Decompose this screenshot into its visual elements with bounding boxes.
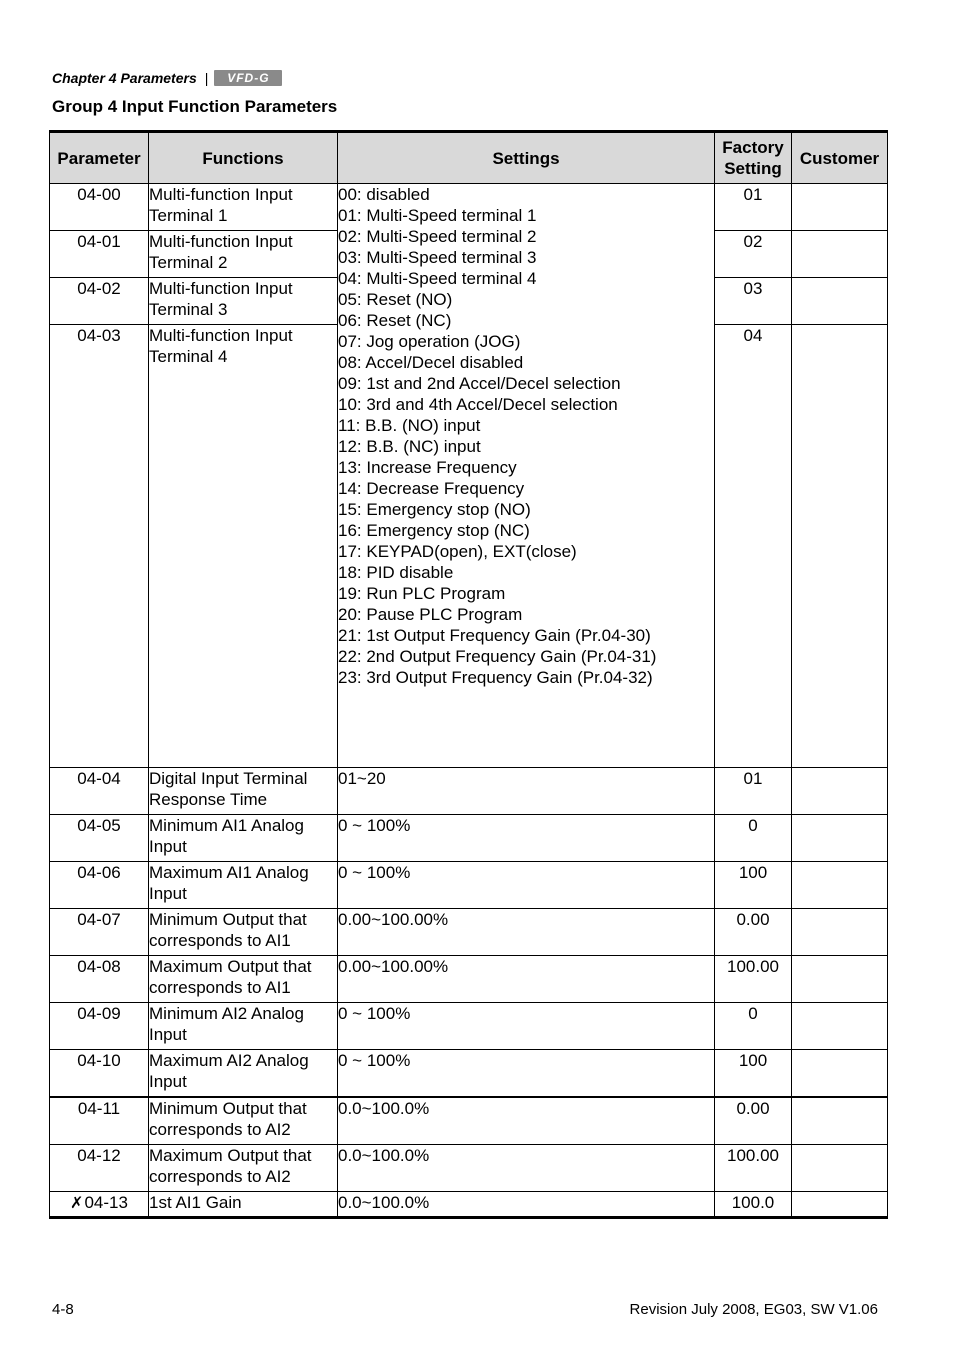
setting-option: 18: PID disable [338,563,454,582]
table-row [50,1097,888,1145]
customer-cell [792,325,888,768]
settings-cell: 0 ~ 100% [338,815,715,862]
function-line-1: Maximum Output that [149,957,312,976]
function-line-1: Maximum AI1 Analog [149,863,309,882]
function-cell [149,278,338,325]
setting-option: 22: 2nd Output Frequency Gain (Pr.04-31) [338,647,657,666]
factory-setting-cell: 0.00 [715,1097,792,1145]
settings-cell: 0.00~100.00% [338,909,715,956]
factory-setting-cell: 0 [715,815,792,862]
parameter-code: 04-04 [77,769,121,788]
function-line-1: Minimum Output that [149,1099,307,1118]
table-row [50,1003,888,1050]
factory-setting-cell: 0 [715,1003,792,1050]
function-line-1: Multi-function Input [149,326,293,345]
customer-cell [792,1003,888,1050]
factory-setting-cell: 100.0 [715,1192,792,1218]
parameter-table [49,130,888,1219]
function-cell [149,768,338,815]
factory-setting-cell: 100 [715,862,792,909]
setting-option: 12: B.B. (NC) input [338,437,481,456]
setting-option: 21: 1st Output Frequency Gain (Pr.04-30) [338,626,651,645]
function-line-1: Minimum AI1 Analog [149,816,304,835]
setting-option: 04: Multi-Speed terminal 4 [338,269,537,288]
customer-cell [792,231,888,278]
function-line-2: Input [149,884,187,903]
customer-cell [792,862,888,909]
function-line-2: Terminal 4 [149,347,228,366]
function-cell [149,956,338,1003]
page-number: 4-8 [52,1301,74,1318]
function-line-1: 1st AI1 Gain [149,1193,242,1212]
function-cell [149,325,338,768]
parameter-cell [50,956,149,1003]
settings-cell: 0 ~ 100% [338,1050,715,1098]
function-line-2: corresponds to AI1 [149,931,291,950]
parameter-code: 04-07 [77,910,121,929]
customer-cell [792,278,888,325]
table-row [50,1145,888,1192]
setting-option: 03: Multi-Speed terminal 3 [338,248,537,267]
customer-cell [792,1050,888,1098]
function-cell [149,1097,338,1145]
function-line-1: Multi-function Input [149,185,293,204]
function-line-1: Maximum AI2 Analog [149,1051,309,1070]
factory-setting-cell: 01 [715,184,792,231]
function-cell [149,1145,338,1192]
function-line-1: Minimum Output that [149,910,307,929]
settings-cell: 01~20 [338,768,715,815]
function-line-2: corresponds to AI2 [149,1167,291,1186]
parameter-cell [50,1145,149,1192]
setting-option: 19: Run PLC Program [338,584,506,603]
parameter-cell [50,278,149,325]
header-factory-setting [715,132,792,184]
header-factory-line1: Factory [722,138,784,157]
setting-option: 06: Reset (NC) [338,311,452,330]
parameter-cell [50,909,149,956]
setting-option: 20: Pause PLC Program [338,605,523,624]
function-line-2: Input [149,1072,187,1091]
factory-setting-cell: 0.00 [715,909,792,956]
parameter-code: 04-11 [77,1099,121,1118]
function-line-1: Multi-function Input [149,232,293,251]
setting-option: 16: Emergency stop (NC) [338,521,530,540]
function-line-1: Multi-function Input [149,279,293,298]
parameter-code: 04-02 [77,279,121,298]
function-line-2: Terminal 3 [149,300,228,319]
parameter-code: 04-13 [84,1193,128,1212]
parameter-cell [50,1097,149,1145]
chapter-title: Chapter 4 Parameters [52,70,197,86]
parameter-code: 04-05 [77,816,121,835]
settings-cell: 0 ~ 100% [338,862,715,909]
setting-option: 01: Multi-Speed terminal 1 [338,206,537,225]
function-cell [149,1003,338,1050]
setting-option: 05: Reset (NO) [338,290,453,309]
setting-option: 07: Jog operation (JOG) [338,332,521,351]
parameter-code: 04-10 [77,1051,121,1070]
parameter-code: 04-08 [77,957,121,976]
function-cell [149,815,338,862]
function-cell [149,862,338,909]
function-cell [149,184,338,231]
parameter-cell [50,1050,149,1098]
factory-setting-cell: 100.00 [715,956,792,1003]
factory-setting-cell: 03 [715,278,792,325]
customer-cell [792,815,888,862]
parameter-cell [50,184,149,231]
header-parameter: Parameter [50,132,149,184]
function-line-2: corresponds to AI1 [149,978,291,997]
customer-cell [792,909,888,956]
setting-option: 02: Multi-Speed terminal 2 [338,227,537,246]
parameter-code: 04-12 [77,1146,121,1165]
header-functions: Functions [149,132,338,184]
vfd-g-logo: VFD-G [214,70,282,86]
function-line-1: Minimum AI2 Analog [149,1004,304,1023]
settings-cell: 0.00~100.00% [338,956,715,1003]
parameter-code: 04-09 [77,1004,121,1023]
revision-info: Revision July 2008, EG03, SW V1.06 [629,1301,878,1318]
function-line-2: Input [149,837,187,856]
function-line-2: corresponds to AI2 [149,1120,291,1139]
parameter-cell [50,1192,149,1218]
factory-setting-cell: 100.00 [715,1145,792,1192]
setting-option: 13: Increase Frequency [338,458,517,477]
header-separator: | [204,70,209,86]
setting-option: 10: 3rd and 4th Accel/Decel selection [338,395,618,414]
table-row [50,1050,888,1098]
factory-setting-cell: 01 [715,768,792,815]
function-line-2: Input [149,1025,187,1044]
function-cell [149,1050,338,1098]
customer-cell [792,184,888,231]
group-title: Group 4 Input Function Parameters [52,97,338,116]
parameter-cell [50,768,149,815]
function-cell [149,231,338,278]
function-cell [149,909,338,956]
table-row [50,815,888,862]
function-line-2: Terminal 1 [149,206,228,225]
setting-option: 17: KEYPAD(open), EXT(close) [338,542,577,561]
customer-cell [792,768,888,815]
table-header-row [50,132,888,184]
table-row [50,184,888,231]
settings-cell: 0.0~100.0% [338,1145,715,1192]
function-line-2: Response Time [149,790,268,809]
settings-cell: 0.0~100.0% [338,1097,715,1145]
customer-cell [792,956,888,1003]
setting-option: 09: 1st and 2nd Accel/Decel selection [338,374,621,393]
table-row [50,862,888,909]
table-row [50,1192,888,1218]
parameter-cell [50,231,149,278]
header-factory-line2: Setting [724,159,782,178]
settings-cell: 0 ~ 100% [338,1003,715,1050]
parameter-code: 04-00 [77,185,121,204]
setting-option: 00: disabled [338,185,430,204]
function-line-2: Terminal 2 [149,253,228,272]
parameter-cell [50,862,149,909]
factory-setting-cell: 04 [715,325,792,768]
setting-option: 08: Accel/Decel disabled [338,353,524,372]
setting-option: 15: Emergency stop (NO) [338,500,531,519]
table-row [50,909,888,956]
customer-cell [792,1145,888,1192]
parameter-cell [50,815,149,862]
customer-cell [792,1192,888,1218]
header-settings: Settings [338,132,715,184]
chapter-header [52,70,282,86]
settings-cell: 0.0~100.0% [338,1192,715,1218]
setting-option: 23: 3rd Output Frequency Gain (Pr.04-32) [338,668,653,687]
table-body [50,184,888,1218]
function-cell [149,1192,338,1218]
parameter-cell [50,325,149,768]
factory-setting-cell: 100 [715,1050,792,1098]
function-line-1: Digital Input Terminal [149,769,308,788]
parameter-code: 04-06 [77,863,121,882]
function-line-1: Maximum Output that [149,1146,312,1165]
factory-setting-cell: 02 [715,231,792,278]
parameter-code: 04-03 [77,326,121,345]
header-customer: Customer [792,132,888,184]
table-row [50,956,888,1003]
setting-option: 11: B.B. (NO) input [338,416,481,435]
settings-options-cell [338,184,715,768]
parameter-cell [50,1003,149,1050]
setting-option: 14: Decrease Frequency [338,479,525,498]
table-row [50,768,888,815]
customer-cell [792,1097,888,1145]
parameter-code: 04-01 [77,232,121,251]
edit-mark-icon: ✗ [70,1195,84,1212]
